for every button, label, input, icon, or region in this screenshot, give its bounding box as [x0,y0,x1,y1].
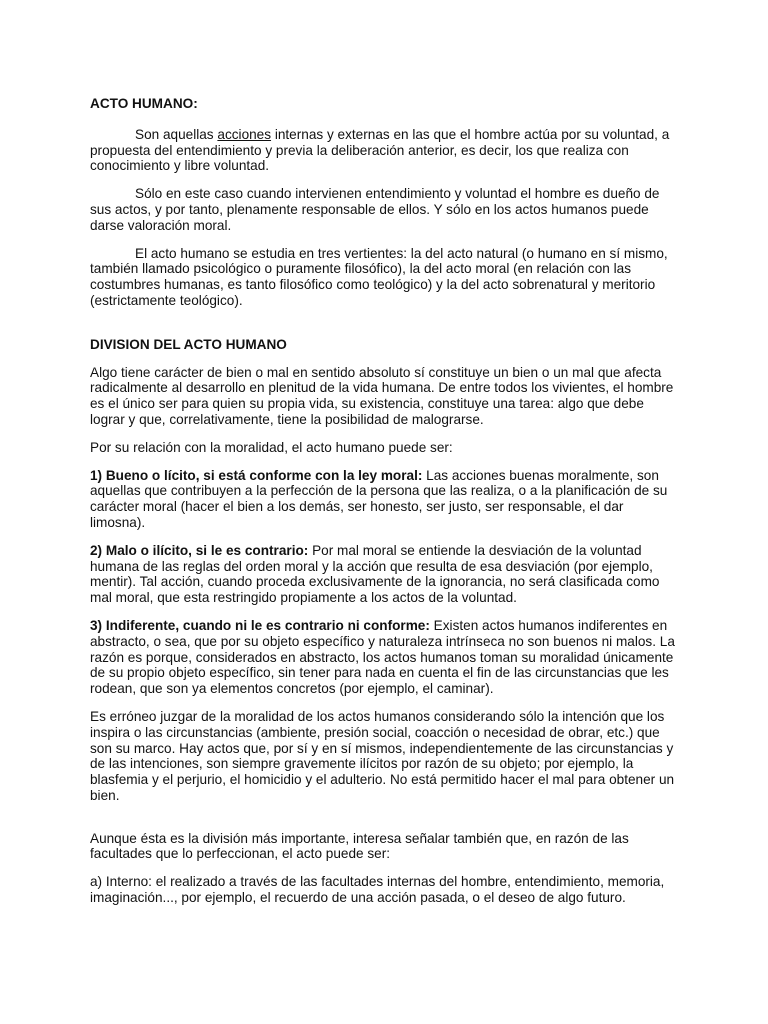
list-item-indiferente: 3) Indiferente, cuando ni le es contrario ni conforme: Existen actos humanos indiferentes en abstracto, o sea, que por su objeto específico y naturaleza intrínseca no son buenos ni malos. La razón es porque, considerados en abstracto, los actos humanos toman su moralidad únicamente de su propio objeto específico, sin tener para nada en cuenta el fin de las circunstancias que les rodean, que son ya elementos concretos (por ejemplo, el caminar). [90,617,675,697]
paragraph-bien-mal: Algo tiene carácter de bien o mal en sentido absoluto sí constituye un bien o un mal que afecta radicalmente al desarrollo en plenitud de la vida humana. De entre todos los vivientes, el hombre es el único ser para quien su propia vida, su existencia, constituye una tarea: algo que debe lograr y que, correlativamente, tiene la posibilidad de malograrse. [90,364,674,427]
list-item-malo: 2) Malo o ilícito, si le es contrario: Por mal moral se entiende la desviación de la voluntad humana de las reglas del orden moral y la acción que resulta de esa desviación (por ejemplo, mentir). Tal acción, cuando proceda exclusivamente de la ignorancia, no será clasificada como mal moral, que esta restringido propiamente a los actos de la voluntad. [90,542,660,606]
paragraph-definition: Son aquellas acciones internas y externas en las que el hombre actúa por su voluntad, a propuesta del entendimiento y previa la deliberación anterior, es decir, los que realiza con conocimiento y libre voluntad. [90,126,670,174]
paragraph-interno: a) Interno: el realizado a través de las facultades internas del hombre, entendimiento, memoria, imaginación..., por ejemplo, el recuerdo de una acción pasada, o el deseo de algo futuro. [90,874,665,906]
paragraph-vertientes: El acto humano se estudia en tres vertientes: la del acto natural (o humano en sí mismo, también llamado psicológico o puramente filosófico), la del acto moral (en relación con las costumbres humanas, es tanto filosófico como teológico) y la del acto sobrenatural y meritorio (estrictamente teológico). [90,245,668,308]
list-item-bueno: 1) Bueno o lícito, si está conforme con la ley moral: Las acciones buenas moralmente, son aquellas que contribuyen a la perfección de la persona que las realiza, o a la planificación de su carácter moral (hacer el bien a los demás, ser honesto, ser justo, ser responsable, el dar limosna). [90,467,668,530]
document-page [90,96,682,906]
acciones-link[interactable]: acciones [217,126,272,142]
section-title-division: DIVISION DEL ACTO HUMANO [90,336,287,352]
paragraph-moralidad: Por su relación con la moralidad, el acto humano puede ser: [90,439,453,455]
section-title-acto-humano: ACTO HUMANO: [90,96,198,111]
paragraph-responsibility: Sólo en este caso cuando intervienen entendimiento y voluntad el hombre es dueño de sus actos, y por tanto, plenamente responsable de ellos. Y sólo en los actos humanos puede darse valoración moral. [90,186,660,233]
paragraph-facultades: Aunque ésta es la división más importante, interesa señalar también que, en razón de las facultades que lo perfeccionan, el acto puede ser: [90,830,629,862]
paragraph-erroneo: Es erróneo juzgar de la moralidad de los actos humanos considerando sólo la intención que los inspira o las circunstancias (ambiente, presión social, coacción o necesidad de obrar, etc.) que son su marco. Hay actos que, por sí y en sí mismos, independientemente de las circunstancias y de las intenciones, son siempre gravemente ilícitos por razón de su objeto; por ejemplo, la blasfemia y el perjurio, el homicidio y el adulterio. No está permitido hacer el mal para obtener un bien. [90,708,675,803]
